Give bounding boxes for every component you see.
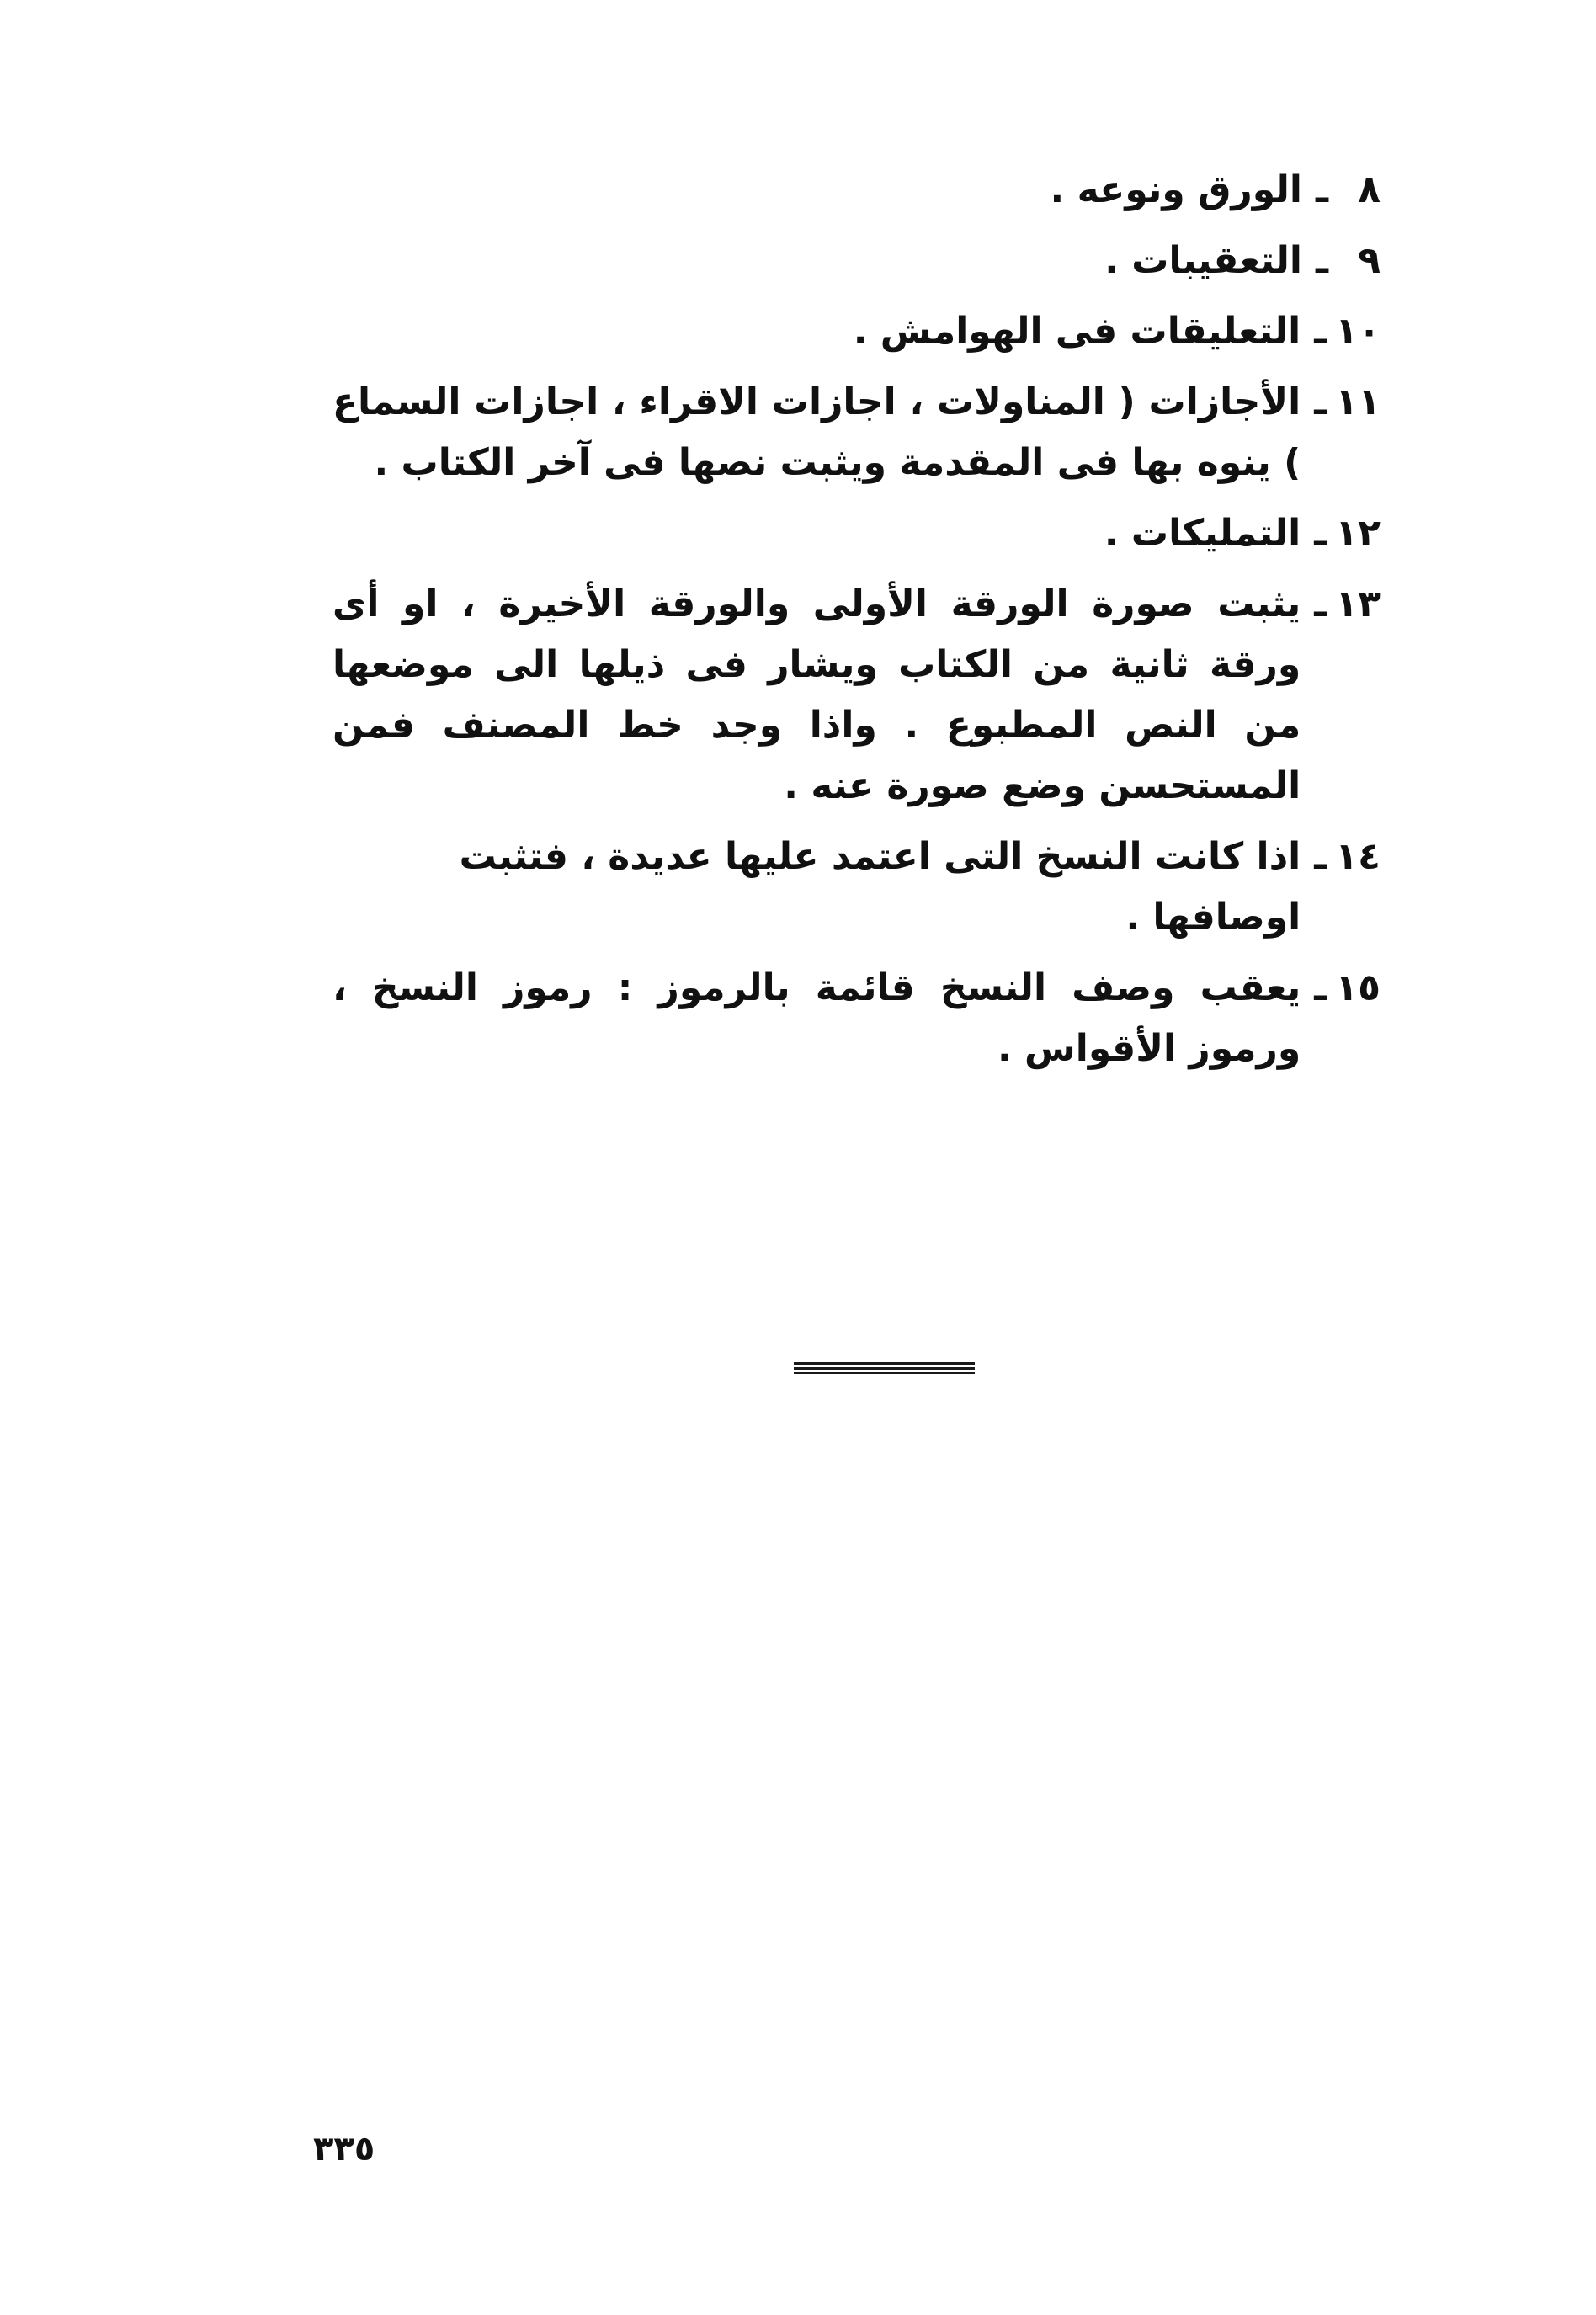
item-dash: ـ [1314, 310, 1327, 353]
list-item [332, 958, 1381, 1079]
item-number: ١٥ [1335, 966, 1381, 1009]
item-dash: ـ [1314, 583, 1327, 625]
item-text: الأجازات ( المناولات ، اجازات الاقراء ، اجازات السماع ) ينوه بها فى المقدمة ويثبت نصها فى آخر الكتاب . [332, 381, 1301, 484]
list-item [332, 827, 1381, 948]
page-number: ٣٣٥ [313, 2130, 375, 2169]
item-number: ١١ [1335, 381, 1381, 423]
item-number: ٨ [1358, 168, 1381, 211]
separator-rule [794, 1367, 975, 1370]
item-number: ١٢ [1335, 512, 1381, 555]
list-item [332, 160, 1381, 221]
item-text: يثبت صورة الورقة الأولى والورقة الأخيرة ، او أى ورقة ثانية من الكتاب ويشار فى ذيلها الى موضعها من النص المطبوع . واذا وجد خط المصنف فمن المستحسن وضع صورة عنه . [332, 583, 1301, 807]
list-item [332, 503, 1381, 564]
item-number: ٩ [1358, 239, 1381, 282]
item-dash: ـ [1314, 512, 1327, 555]
item-dash: ـ [1314, 835, 1327, 878]
item-text: اذا كانت النسخ التى اعتمد عليها عديدة ، فتثبت اوصافها . [459, 835, 1301, 939]
numbered-list [332, 160, 1381, 1089]
item-dash: ـ [1314, 966, 1327, 1009]
list-item [332, 372, 1381, 493]
separator-rule [794, 1362, 975, 1365]
item-number: ١٤ [1335, 835, 1381, 878]
item-text: التمليكات . [1104, 512, 1301, 555]
item-text: الورق ونوعه . [1050, 168, 1302, 211]
item-dash: ـ [1314, 381, 1327, 423]
item-dash: ـ [1315, 168, 1328, 211]
list-item [332, 301, 1381, 362]
item-text: التعقيبات . [1104, 239, 1302, 282]
item-number: ١٣ [1335, 583, 1381, 625]
list-item [332, 574, 1381, 817]
item-text: التعليقات فى الهوامش . [853, 310, 1301, 353]
section-separator [794, 1362, 975, 1374]
item-dash: ـ [1315, 239, 1328, 282]
separator-rule [794, 1372, 975, 1374]
item-text: يعقب وصف النسخ قائمة بالرموز : رموز النسخ ، ورموز الأقواس . [332, 966, 1301, 1070]
item-number: ١٠ [1335, 310, 1381, 353]
list-item [332, 231, 1381, 291]
